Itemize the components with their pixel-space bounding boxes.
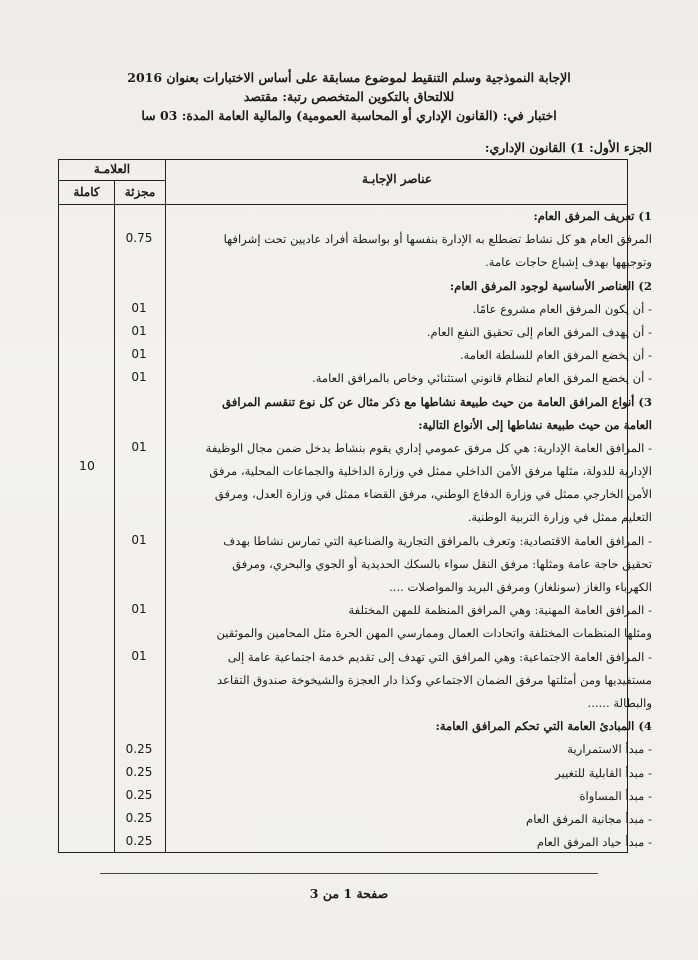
full-score: 10 xyxy=(79,458,95,473)
answer-line: الكهرباء والغاز (سونلغاز) ومرفق البريد والمواصلات .... xyxy=(389,580,652,594)
answer-line: ومثلها المنظمات المختلفة واتحادات العمال وممارسي المهن الحرة مثل المحامين والموثقين xyxy=(216,626,652,641)
answer-line: - المرافق العامة المهنية: وهي المرافق المنظمة للمهن المختلفة xyxy=(348,603,652,618)
partial-score: 0.25 xyxy=(125,741,153,756)
partial-score: 01 xyxy=(131,347,147,362)
answer-line: التعليم ممثل في وزارة التربية الوطنية. xyxy=(467,510,652,525)
partial-score: 0.75 xyxy=(125,231,153,246)
answer-line: - مبدأ حياد المرفق العام xyxy=(536,835,652,850)
footer-rule xyxy=(100,873,598,874)
answer-line: تحقيق حاجة عامة ومثلها: مرفق النقل سواء بالسكك الحديدية أو الجوي والبحري، ومرفق xyxy=(232,556,652,571)
grade-header-rule xyxy=(59,180,165,181)
answer-line: - مبدأ الاستمرارية xyxy=(567,742,652,757)
answer-line: - المرافق العامة الاقتصادية: وتعرف بالمرافق التجارية والصناعية التي تمارس نشاطا بهدف xyxy=(223,533,652,548)
answer-line: - مبدأ مجانية المرفق العام xyxy=(526,811,652,826)
partial-score: 01 xyxy=(131,300,147,315)
partial-score: 01 xyxy=(131,324,147,338)
col-full-header: كاملة xyxy=(73,185,100,199)
answer-line: وتوجيهها بهدف إشباع حاجات عامة. xyxy=(485,255,652,270)
answer-line: مستفيديها ومن أمثلتها مرفق الضمان الاجتماعي وكذا دار العجزة والشيخوخة صندوق التقاعد xyxy=(216,672,652,687)
answer-line: العامة من حيث طبيعة نشاطها إلى الأنواع التالية: xyxy=(418,417,652,432)
answer-line: - أن يكون المرفق العام مشروع عامًا. xyxy=(472,301,652,316)
header-line-1: الإجابة النموذجية وسلم التنقيط لموضوع مسابقة على أساس الاختبارات بعنوان 2016 xyxy=(127,70,571,85)
partial-score: 01 xyxy=(131,370,147,385)
partial-score: 01 xyxy=(131,532,147,547)
answer-line: - مبدأ المساواة xyxy=(579,788,652,803)
answer-line: الأمن الخارجي ممثل في وزارة الدفاع الوطني، مرفق القضاء ممثل في وزارة العدل، ومرفق xyxy=(214,487,652,502)
partial-score: 0.25 xyxy=(125,811,153,826)
col-partial-header: مجزئة xyxy=(124,185,156,199)
answer-line: - المرافق العامة الإدارية: هي كل مرفق عمومي إداري يقوم بنشاط يدخل ضمن مجال الوظيفة xyxy=(205,440,652,455)
part-title: الجزء الأول: 1) القانون الإداري: xyxy=(484,140,652,155)
partial-score: 0.25 xyxy=(125,764,153,779)
answer-line: 2) العناصر الأساسية لوجود المرفق العام: xyxy=(449,278,652,293)
partial-score: 01 xyxy=(131,602,147,617)
answer-line: 4) المبادئ العامة التي تحكم المرافق العامة: xyxy=(435,719,652,734)
answer-content xyxy=(166,205,652,854)
answer-line: 1) تعريف المرفق العام: xyxy=(533,209,652,223)
header-line-3: اختبار في: (القانون الإداري أو المحاسبة العمومية) والمالية العامة المدة: 03 سا xyxy=(141,108,557,123)
header-line-2: للالتحاق بالتكوين المتخصص رتبة: مقتصد xyxy=(243,89,455,104)
partial-score: 0.25 xyxy=(125,788,153,802)
document-header xyxy=(0,68,698,125)
answer-line: - المرافق العامة الاجتماعية: وهي المرافق التي تهدف إلى تقديم خدمة اجتماعية عامة إلى xyxy=(227,649,652,664)
answer-line: - أن يهدف المرفق العام إلى تحقيق النفع العام. xyxy=(426,324,652,339)
answer-line: الإدارية للدولة، مثلها مرفق الأمن الداخلي ممثل في وزارة الداخلية والجماعات المحلية، مرفق xyxy=(209,464,652,479)
answer-line: المرفق العام هو كل نشاط تضطلع به الإدارة بنفسها أو بواسطة أفراد عاديين تحت إشرافها xyxy=(223,232,652,247)
answer-line: 3) أنواع المرافق العامة من حيث طبيعة نشاطها مع ذكر مثال عن كل نوع تنقسم المرافق xyxy=(222,394,652,409)
page-footer: صفحة 1 من 3 xyxy=(309,886,389,901)
col-grade-header: العلامـة xyxy=(93,162,131,176)
answer-line: - أن يخضع المرفق العام لنظام قانوني استثنائي وخاص بالمرافق العامة. xyxy=(312,371,652,386)
partial-score: 01 xyxy=(131,440,147,454)
partial-score: 01 xyxy=(131,648,147,663)
partial-score: 0.25 xyxy=(125,834,153,849)
answer-line: - مبدأ القابلية للتغيير xyxy=(555,765,652,780)
answer-line: - أن يخضع المرفق العام للسلطة العامة. xyxy=(459,348,652,363)
answer-line: والبطالة ...... xyxy=(587,695,652,710)
col-answers-header: عناصر الإجابـة xyxy=(362,172,432,186)
